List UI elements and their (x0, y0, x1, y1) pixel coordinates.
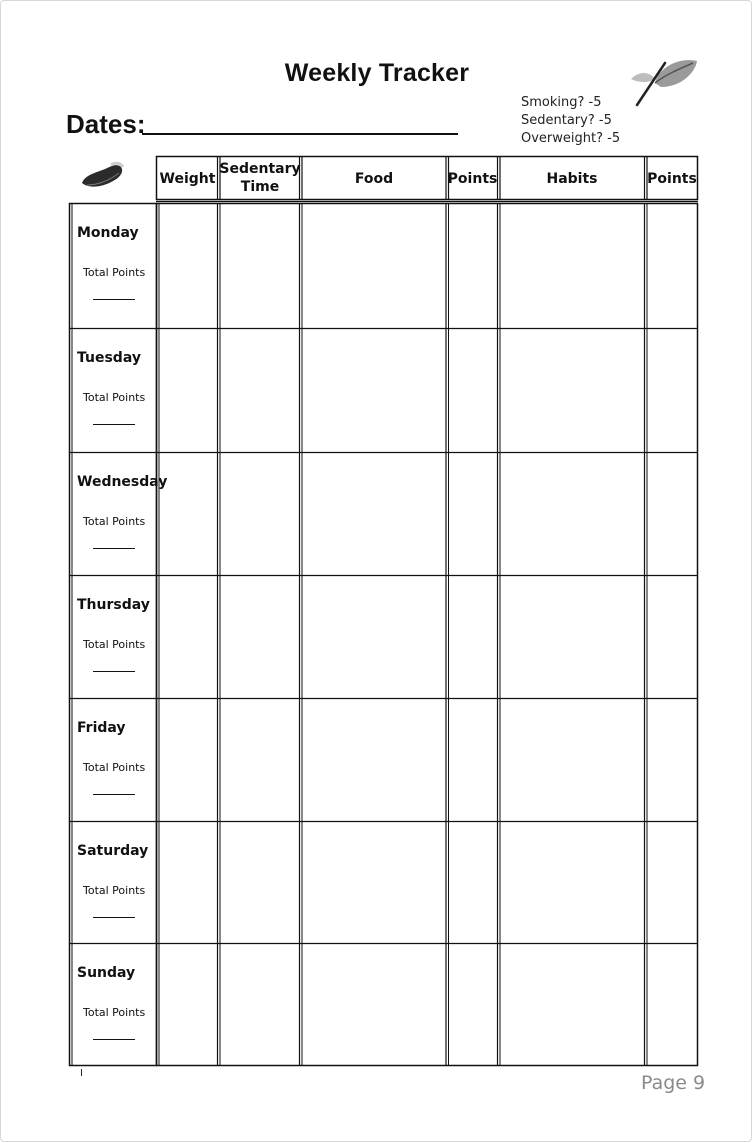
entry-cell-wednesday-sedentary-time[interactable] (220, 453, 299, 574)
entry-cell-wednesday-weight[interactable] (159, 453, 217, 574)
column-header-habits: Habits (546, 170, 598, 187)
total-points-label-monday: Total Points (83, 266, 146, 279)
entry-cell-thursday-habit-points[interactable] (647, 576, 697, 697)
entry-cell-monday-food[interactable] (302, 204, 446, 327)
total-points-label-sunday: Total Points (83, 1006, 146, 1019)
entry-cell-sunday-weight[interactable] (159, 944, 217, 1065)
entry-cell-saturday-sedentary-time[interactable] (220, 822, 299, 942)
entry-cell-monday-food-points[interactable] (448, 204, 497, 327)
entry-cell-monday-sedentary-time[interactable] (220, 204, 299, 327)
entry-cell-tuesday-food-points[interactable] (448, 329, 497, 451)
entry-cell-wednesday-habit-points[interactable] (647, 453, 697, 574)
entry-cell-monday-habits[interactable] (500, 204, 644, 327)
column-header-food-points: Points (447, 170, 498, 187)
entry-cell-sunday-food[interactable] (302, 944, 446, 1065)
dates-label: Dates: (66, 109, 146, 139)
total-points-label-wednesday: Total Points (83, 515, 146, 528)
total-points-field-thursday[interactable] (93, 671, 135, 672)
entry-cell-friday-food-points[interactable] (448, 699, 497, 820)
page-title: Weekly Tracker (284, 59, 470, 87)
penalty-smoking: Smoking? -5 (521, 95, 602, 110)
entry-cell-tuesday-weight[interactable] (159, 329, 217, 451)
total-points-label-friday: Total Points (83, 761, 146, 774)
day-label-friday: Friday (77, 720, 126, 736)
entry-cell-sunday-sedentary-time[interactable] (220, 944, 299, 1065)
entry-cell-friday-habits[interactable] (500, 699, 644, 820)
entry-cell-wednesday-habits[interactable] (500, 453, 644, 574)
total-points-field-monday[interactable] (93, 299, 135, 300)
day-label-monday: Monday (77, 225, 139, 241)
penalty-overweight: Overweight? -5 (521, 131, 621, 146)
entry-cell-tuesday-habits[interactable] (500, 329, 644, 451)
entry-cell-sunday-habit-points[interactable] (647, 944, 697, 1065)
entry-cell-tuesday-sedentary-time[interactable] (220, 329, 299, 451)
entry-cell-monday-weight[interactable] (159, 204, 217, 327)
day-label-wednesday: Wednesday (77, 474, 168, 490)
column-header-habit-points: Points (647, 170, 697, 187)
total-points-field-tuesday[interactable] (93, 424, 135, 425)
total-points-field-saturday[interactable] (93, 917, 135, 918)
entry-cell-saturday-weight[interactable] (159, 822, 217, 942)
entry-cell-friday-weight[interactable] (159, 699, 217, 820)
entry-cell-saturday-food-points[interactable] (448, 822, 497, 942)
margin-tick (81, 1069, 82, 1076)
total-points-label-tuesday: Total Points (83, 391, 146, 404)
total-points-field-friday[interactable] (93, 794, 135, 795)
entry-cell-thursday-food[interactable] (302, 576, 446, 697)
entry-cell-sunday-habits[interactable] (500, 944, 644, 1065)
entry-cell-thursday-weight[interactable] (159, 576, 217, 697)
total-points-label-thursday: Total Points (83, 638, 146, 651)
entry-cell-tuesday-habit-points[interactable] (647, 329, 697, 451)
entry-cell-tuesday-food[interactable] (302, 329, 446, 451)
entry-cell-thursday-sedentary-time[interactable] (220, 576, 299, 697)
column-header-weight: Weight (159, 170, 216, 187)
day-label-thursday: Thursday (77, 597, 150, 613)
entry-cell-friday-food[interactable] (302, 699, 446, 820)
entry-cell-friday-sedentary-time[interactable] (220, 699, 299, 820)
page-number: Page 9 (641, 1072, 706, 1094)
entry-cell-wednesday-food-points[interactable] (448, 453, 497, 574)
entry-cell-saturday-habit-points[interactable] (647, 822, 697, 942)
total-points-label-saturday: Total Points (83, 884, 146, 897)
day-label-tuesday: Tuesday (77, 350, 141, 366)
entry-cell-wednesday-food[interactable] (302, 453, 446, 574)
entry-cell-friday-habit-points[interactable] (647, 699, 697, 820)
total-points-field-sunday[interactable] (93, 1039, 135, 1040)
entry-cell-saturday-habits[interactable] (500, 822, 644, 942)
column-header-food: Food (354, 170, 394, 187)
entry-cell-sunday-food-points[interactable] (448, 944, 497, 1065)
entry-cell-monday-habit-points[interactable] (647, 204, 697, 327)
entry-cell-thursday-food-points[interactable] (448, 576, 497, 697)
penalty-sedentary: Sedentary? -5 (521, 113, 612, 128)
column-header-sedentary-time: Sedentary Time (219, 161, 301, 195)
day-label-sunday: Sunday (77, 965, 136, 981)
total-points-field-wednesday[interactable] (93, 548, 135, 549)
entry-cell-saturday-food[interactable] (302, 822, 446, 942)
day-label-saturday: Saturday (77, 843, 149, 859)
entry-cell-thursday-habits[interactable] (500, 576, 644, 697)
